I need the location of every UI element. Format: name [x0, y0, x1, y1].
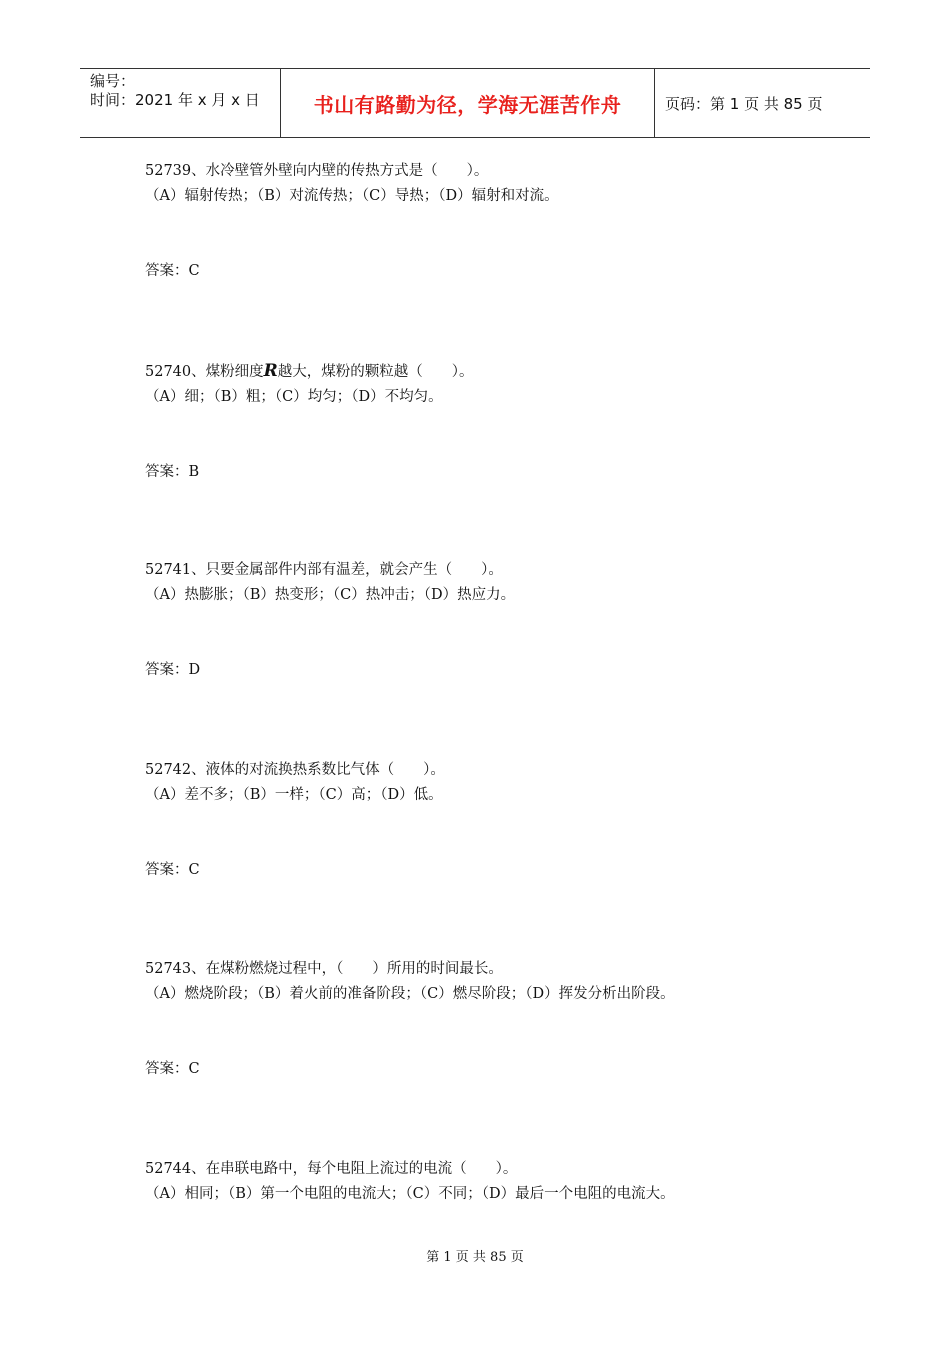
question-answer: 答案：C: [145, 263, 200, 279]
header-page-info: 页码：第 1 页 共 85 页: [665, 94, 823, 113]
question-answer: 答案：D: [145, 662, 201, 679]
question-options: （A）热膨胀；（B）热变形；（C）热冲击；（D）热应力。: [145, 587, 516, 604]
question-options: （A）燃烧阶段；（B）着火前的准备阶段；（C）燃尽阶段；（D）挥发分析出阶段。: [145, 986, 675, 1003]
question-item: [145, 359, 845, 559]
header-meta: [80, 69, 281, 137]
question-item: [145, 159, 845, 359]
question-item: [145, 957, 845, 1157]
time-label: 时间：2021 年 x 月 x 日: [90, 91, 260, 109]
question-stem-suffix: 越大，煤粉的颗粒越（ ）。: [277, 363, 474, 380]
header-motto: 书山有路勤为径，学海无涯苦作舟: [281, 69, 655, 137]
page-footer: 第 1 页 共 85 页: [426, 1250, 524, 1265]
question-options: （A）细；（B）粗；（C）均匀；（D）不均匀。: [145, 388, 443, 405]
question-options: （A）相同；（B）第一个电阻的电流大；（C）不同；（D）最后一个电阻的电流大。: [145, 1185, 675, 1202]
question-answer: 答案：C: [145, 1061, 200, 1078]
serial-label: 编号：: [90, 72, 136, 90]
question-stem-prefix: 52740、煤粉细度: [145, 363, 264, 380]
question-answer: 答案：B: [145, 463, 200, 480]
question-stem: [145, 359, 845, 385]
question-list: [145, 159, 845, 1357]
page-header: [80, 68, 870, 138]
question-stem: 52741、只要金属部件内部有温差，就会产生（ ）。: [145, 562, 503, 579]
question-options: （A）差不多；（B）一样；（C）高；（D）低。: [145, 786, 443, 803]
question-item: [145, 558, 845, 758]
question-stem: 52742、液体的对流换热系数比气体（ ）。: [145, 761, 445, 778]
question-stem: 52744、在串联电路中，每个电阻上流过的电流（ ）。: [145, 1160, 518, 1177]
question-stem: 52739、水冷壁管外壁向内壁的传热方式是（ ）。: [145, 163, 489, 179]
question-item: [145, 758, 845, 958]
question-stem: 52743、在煤粉燃烧过程中，（ ）所用的时间最长。: [145, 961, 503, 978]
question-answer: 答案：C: [145, 861, 200, 878]
fineness-symbol: R: [263, 360, 278, 381]
question-options: （A）辐射传热；（B）对流传热；（C）导热；（D）辐射和对流。: [145, 188, 559, 204]
